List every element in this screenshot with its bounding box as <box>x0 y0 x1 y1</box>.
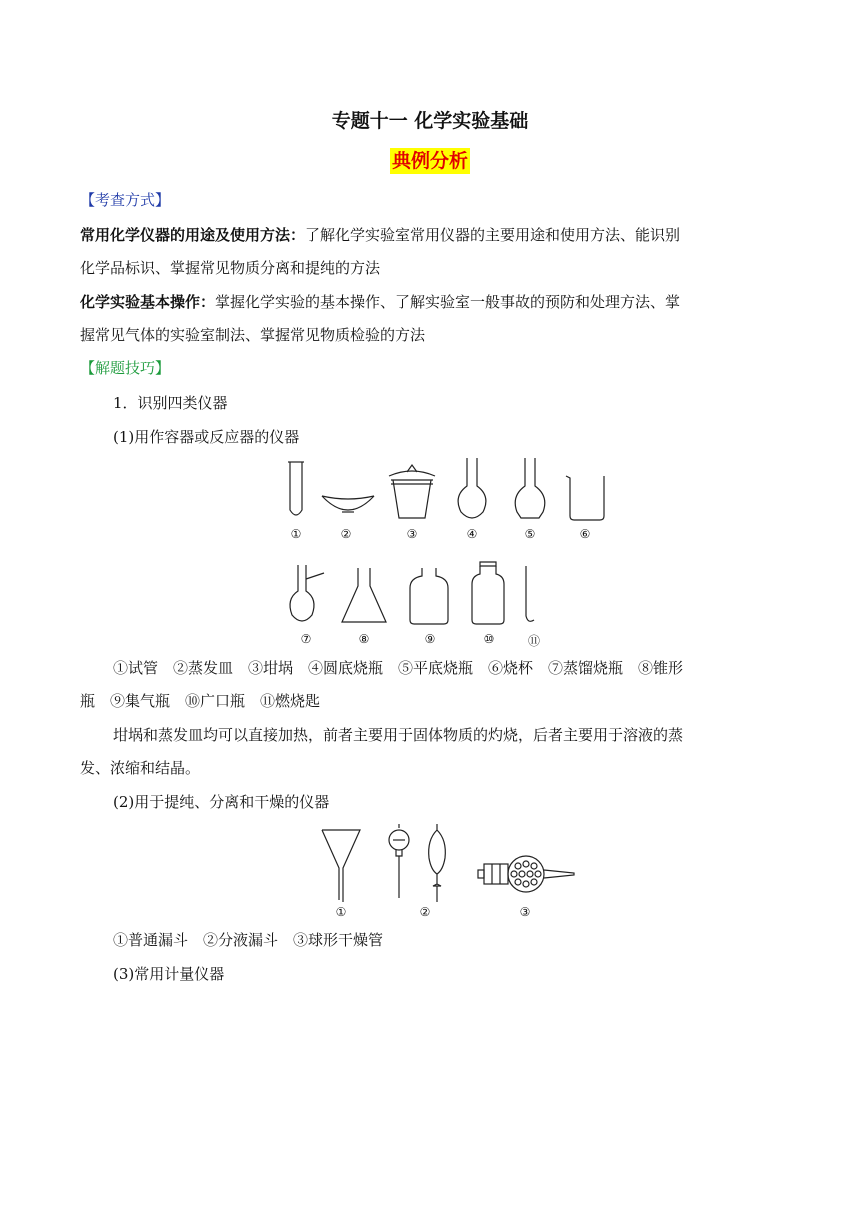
apparatus-names-line-2: 瓶 ⑨集气瓶 ⑩广口瓶 ⑪燃烧匙 <box>80 692 321 710</box>
paragraph-2-text: 掌握化学实验的基本操作、了解实验室一般事故的预防和处理方法、掌 <box>215 293 681 311</box>
funnel-icon <box>320 828 362 902</box>
fig1-label-9: ⑨ <box>424 632 436 646</box>
fig2-label-2: ② <box>419 905 431 919</box>
drying-tube-icon <box>478 854 578 894</box>
distilling-flask-icon <box>288 565 328 625</box>
fig1-label-5: ⑤ <box>524 527 536 541</box>
test-tube-icon <box>288 462 304 522</box>
paragraph-1-line-2: 化学品标识、掌握常见物质分离和提纯的方法 <box>80 259 381 277</box>
conical-flask-icon <box>340 568 388 626</box>
fig1-label-6: ⑥ <box>579 527 591 541</box>
combustion-spoon-icon <box>522 566 538 626</box>
fig1-label-7: ⑦ <box>300 632 312 646</box>
subheading-separation: (2)用于提纯、分离和干燥的仪器 <box>113 793 330 811</box>
fig1-label-3: ③ <box>406 527 418 541</box>
note-line-2: 发、浓缩和结晶。 <box>80 759 201 777</box>
subheading-containers: (1)用作容器或反应器的仪器 <box>113 428 300 446</box>
fig1-label-2: ② <box>340 527 352 541</box>
beaker-icon <box>566 474 606 520</box>
separation-names: ①普通漏斗 ②分液漏斗 ③球形干燥管 <box>113 931 384 949</box>
tips-header: 【解题技巧】 <box>80 359 171 377</box>
note-line-1: 坩埚和蒸发皿均可以直接加热，前者主要用于固体物质的灼烧，后者主要用于溶液的蒸 <box>113 726 684 744</box>
paragraph-2-line-1 <box>80 292 780 312</box>
fig1-label-1: ① <box>290 527 302 541</box>
round-bottom-flask-icon <box>455 458 489 522</box>
gas-collecting-bottle-icon <box>408 568 450 628</box>
fig2-label-3: ③ <box>519 905 531 919</box>
paragraph-1-text: 了解化学实验室常用仪器的主要用途和使用方法、能识别 <box>305 226 681 244</box>
fig1-label-8: ⑧ <box>358 632 370 646</box>
flat-bottom-flask-icon <box>513 458 547 522</box>
fig1-label-11: ⑪ <box>527 634 540 648</box>
apparatus-names-line-1: ①试管 ②蒸发皿 ③坩埚 ④圆底烧瓶 ⑤平底烧瓶 ⑥烧杯 ⑦蒸馏烧瓶 ⑧锥形 <box>113 659 684 677</box>
paragraph-2-term: 化学实验基本操作： <box>80 293 216 311</box>
item-1-heading: 1．识别四类仪器 <box>113 394 228 412</box>
section-subtitle: 典例分析 <box>391 150 468 172</box>
crucible-icon <box>385 462 439 522</box>
fig2-label-1: ① <box>335 905 347 919</box>
exam-method-header: 【考查方式】 <box>80 191 171 209</box>
evaporating-dish-icon <box>320 490 376 518</box>
subheading-measuring: (3)常用计量仪器 <box>113 965 225 983</box>
wide-mouth-bottle-icon <box>470 562 506 628</box>
fig1-label-4: ④ <box>466 527 478 541</box>
paragraph-1-term: 常用化学仪器的用途及使用方法： <box>80 226 306 244</box>
paragraph-2-line-2: 握常见气体的实验室制法、掌握常见物质检验的方法 <box>80 326 426 344</box>
fig1-label-10: ⑩ <box>483 632 495 646</box>
separatory-funnel-icon <box>385 824 455 904</box>
paragraph-1-line-1 <box>80 225 780 245</box>
page-title: 专题十一 化学实验基础 <box>331 110 529 132</box>
